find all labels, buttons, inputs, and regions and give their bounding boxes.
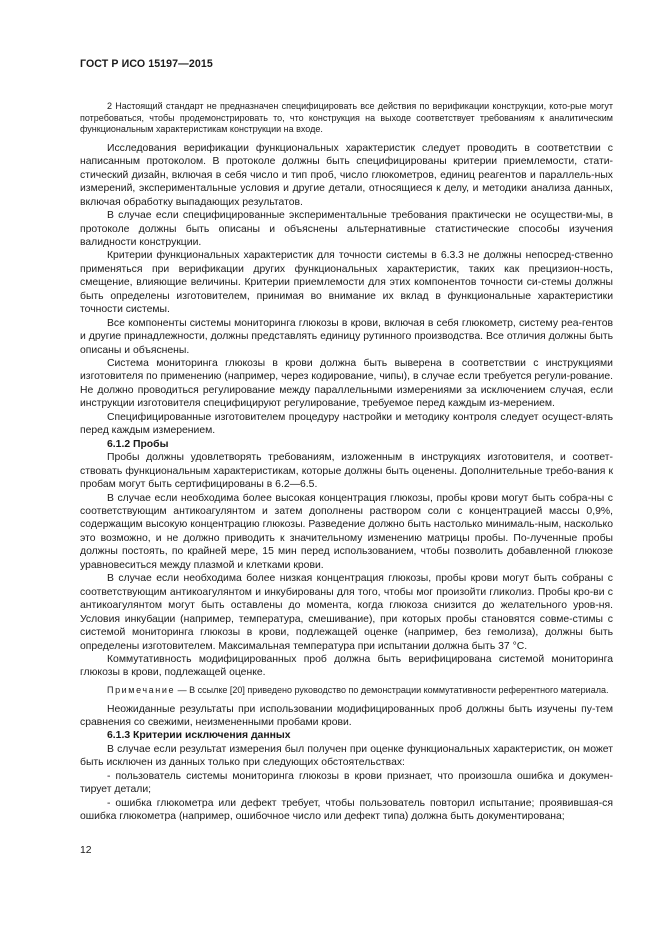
note-label: Примечание (107, 684, 176, 695)
note-paragraph (80, 685, 613, 697)
document-header: ГОСТ Р ИСО 15197—2015 (80, 58, 213, 70)
body-paragraph: Коммутативность модифицированных проб должна быть верифицирована системой мониторинга глюкозы в крови, подлежащей оценке. (80, 654, 613, 679)
body-paragraph: В случае если необходима более высокая концентрация глюкозы, пробы крови могут быть собра-ны с соответствующим антикоагулянтом и затем дополнены раствором соли с концентрацией массы 0,9%, содержащим высокую концентрацию глюкозы. Разведение должно быть настолько минималь-ным, насколько это возможно, и не должно приводить к значительному изменению матрицы пробы. По-лученные пробы должны постоять, по крайней мере, 15 мин перед использованием, чтобы позволить добавленной глюкозе уравновеситься между плазмой и клетками крови. (80, 492, 613, 571)
body-paragraph: Система мониторинга глюкозы в крови должна быть выверена в соответствии с инструкциями изготовителя по применению (например, через кодирование, чипы), в случае если требуется регули-рование. Не должно проводиться регулирование между параллельными измерениями за исключением случая, если инструкции изготовителя специфицируют регулирование, требуемое перед каждым из-мерением. (80, 358, 613, 410)
body-paragraph: Специфицированные изготовителем процедуру настройки и методику контроля следует осущест-влять перед каждым измерением. (80, 411, 613, 437)
page-number: 12 (80, 845, 92, 856)
section-heading-exclusion: 6.1.3 Критерии исключения данных (107, 730, 291, 742)
body-paragraph: Критерии функциональных характеристик для точности системы в 6.3.3 не должны непосред-ственно применяться при верификации других функциональных характеристик, таких как прецизион-ность, смещение, влияющие величины. Критерии приемлемости для этих компонентов точности си-стемы должны быть определены изготовителем, принимая во внимание их вклад в функциональные характеристики точности системы. (80, 250, 613, 316)
body-paragraph: Все компоненты системы мониторинга глюкозы в крови, включая в себя глюкометр, систему реа-гентов и другие принадлежности, должны представлять единицу рутинного производства. Все отличия должны быть описаны и объяснены. (80, 317, 613, 356)
section-heading-samples: 6.1.2 Пробы (107, 438, 169, 450)
list-item: - пользователь системы мониторинга глюкозы в крови признает, что произошла ошибка и докумен-тирует детали; (80, 770, 613, 796)
body-paragraph: В случае если результат измерения был получен при оценке функциональных характеристик, он может быть исключен из данных только при следующих обстоятельствах: (80, 743, 613, 769)
list-item: - ошибка глюкометра или дефект требует, чтобы пользователь повторил испытание; проявившая-ся ошибка глюкометра (например, ошибочное число или дефект типа) должна быть документирована; (80, 797, 613, 823)
body-paragraph: Исследования верификации функциональных характеристик следует проводить в соответствии с написанным протоколом. В протоколе должны быть специфицированы критерии приемлемости, стати-стический дизайн, включая в себя число и тип проб, число глюкометров, единиц реагентов и параллель-ных измерений, экспериментальные условия и другие детали, относящиеся к делу, и методики анализа данных, включая обработку выпадающих результатов. (80, 142, 613, 208)
body-paragraph: Неожиданные результаты при использовании модифицированных проб должны быть изучены пу-тем сравнения со свежими, неизмененными пробами крови. (80, 703, 613, 728)
note-paragraph: 2 Настоящий стандарт не предназначен специфицировать все действия по верификации конструкции, кото-рые могут потребоваться, чтобы продемонстрировать то, что конструкция на выходе соответствует требованиям к аналитическим функциональным характеристикам конструкции на входе. (80, 101, 613, 135)
body-paragraph: Пробы должны удовлетворять требованиям, изложенным в инструкциях изготовителя, и соответ-ствовать функциональным характеристикам, которые должны быть оценены. Дополнительные требо-вания к пробам могут быть сертифицированы в 6.2—6.5. (80, 452, 613, 491)
body-paragraph: В случае если специфицированные экспериментальные требования практически не осуществи-мы, в протоколе должны быть описаны и объяснены альтернативные статистические способы изучения валидности конструкции. (80, 210, 613, 248)
note-text: — В ссылке [20] приведено руководство по демонстрации коммутативности референтного материала. (175, 684, 609, 695)
body-paragraph: В случае если необходима более низкая концентрация глюкозы, пробы крови могут быть собраны с соответствующим антикоагулянтом и инкубированы для того, чтобы мог произойти гликолиз. Пробы кро-ви с антикоагулянтом могут быть оставлены до момента, когда глюкоза снизится до желательного уров-ня. Условия инкубации (например, температура, смешивание), при которых пробы становятся совме-стимы с системой мониторинга глюкозы в крови, подлежащей оценке (например, без гемолиза), должны быть определены изготовителем. Максимальная температура при испытании должна быть 37 °С. (80, 573, 613, 652)
page-content (80, 101, 613, 824)
